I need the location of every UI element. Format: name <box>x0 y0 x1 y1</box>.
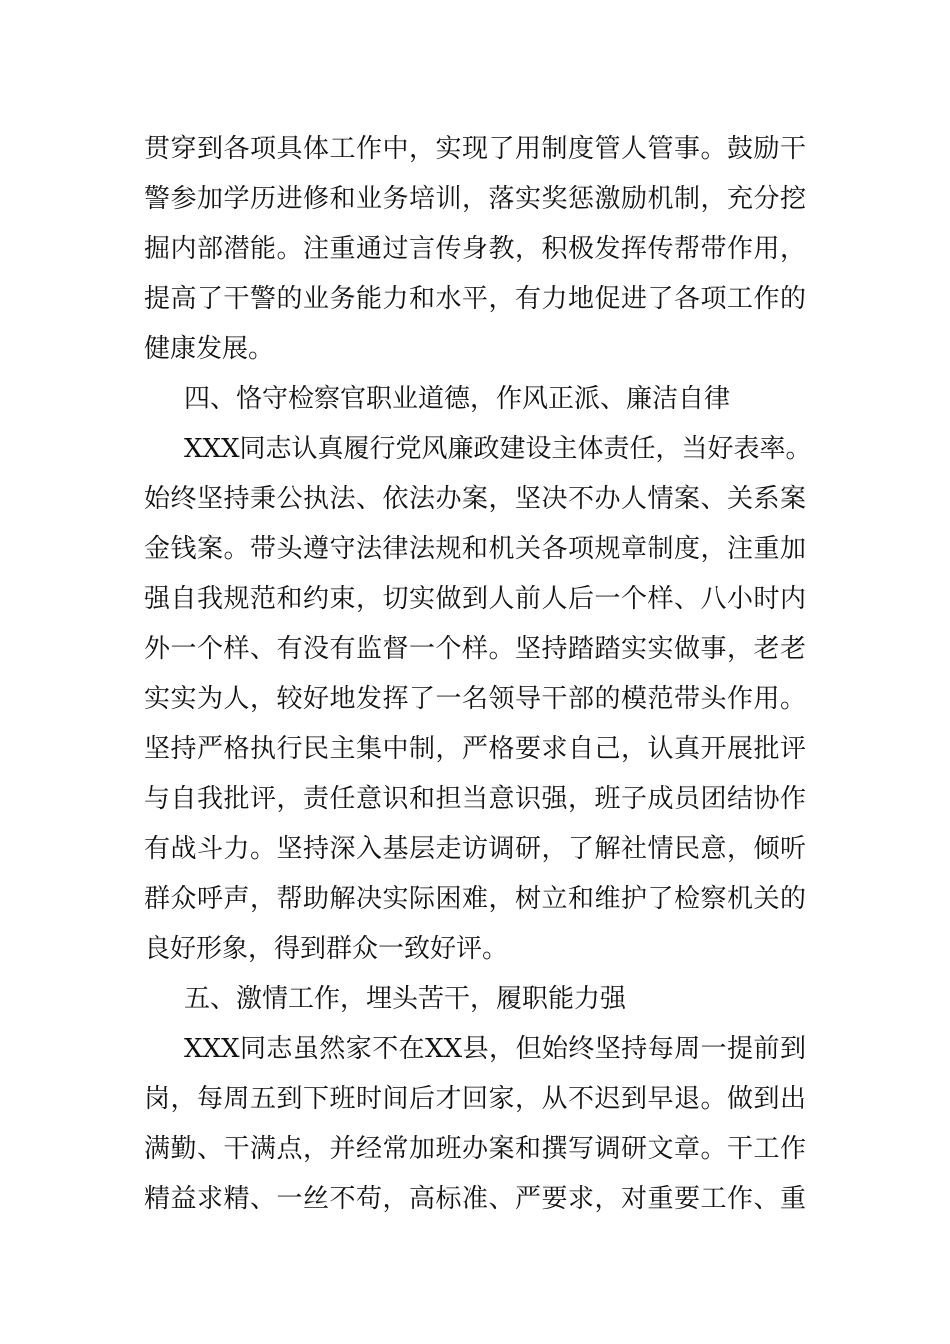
section-heading-4: 四、恪守检察官职业道德，作风正派、廉洁自律 <box>184 384 731 414</box>
body-line: 掘内部潜能。注重通过言传身教，积极发挥传帮带作用， <box>144 234 806 264</box>
body-line: 有战斗力。坚持深入基层走访调研，了解社情民意，倾听 <box>144 834 806 864</box>
body-line: 群众呼声，帮助解决实际困难，树立和维护了检察机关的 <box>144 884 806 914</box>
body-line: 精益求精、一丝不苟，高标准、严要求，对重要工作、重 <box>144 1184 806 1214</box>
document-body <box>144 124 812 1224</box>
section-heading-5: 五、激情工作，埋头苦干，履职能力强 <box>184 984 627 1014</box>
body-line: 与自我批评，责任意识和担当意识强，班子成员团结协作 <box>144 784 806 814</box>
body-line: 满勤、干满点，并经常加班办案和撰写调研文章。干工作 <box>144 1134 806 1164</box>
body-line: XXX同志虽然家不在XX县，但始终坚持每周一提前到 <box>184 1034 806 1064</box>
body-line: 健康发展。 <box>144 334 275 364</box>
body-line: 警参加学历进修和业务培训，落实奖惩激励机制，充分挖 <box>144 184 806 214</box>
body-line: 强自我规范和约束，切实做到人前人后一个样、八小时内 <box>144 584 806 614</box>
body-line: 外一个样、有没有监督一个样。坚持踏踏实实做事，老老 <box>144 634 806 664</box>
body-line: 贯穿到各项具体工作中，实现了用制度管人管事。鼓励干 <box>144 134 806 164</box>
body-line: 良好形象，得到群众一致好评。 <box>144 934 509 964</box>
body-line: 提高了干警的业务能力和水平，有力地促进了各项工作的 <box>144 284 806 314</box>
body-line: 岗，每周五到下班时间后才回家，从不迟到早退。做到出 <box>144 1084 806 1114</box>
body-line: 金钱案。带头遵守法律法规和机关各项规章制度，注重加 <box>144 534 806 564</box>
body-line: XXX同志认真履行党风廉政建设主体责任，当好表率。 <box>184 434 812 464</box>
body-line: 实实为人，较好地发挥了一名领导干部的模范带头作用。 <box>144 684 806 714</box>
body-line: 始终坚持秉公执法、依法办案，坚决不办人情案、关系案 <box>144 484 806 514</box>
body-line: 坚持严格执行民主集中制，严格要求自己，认真开展批评 <box>144 734 806 764</box>
